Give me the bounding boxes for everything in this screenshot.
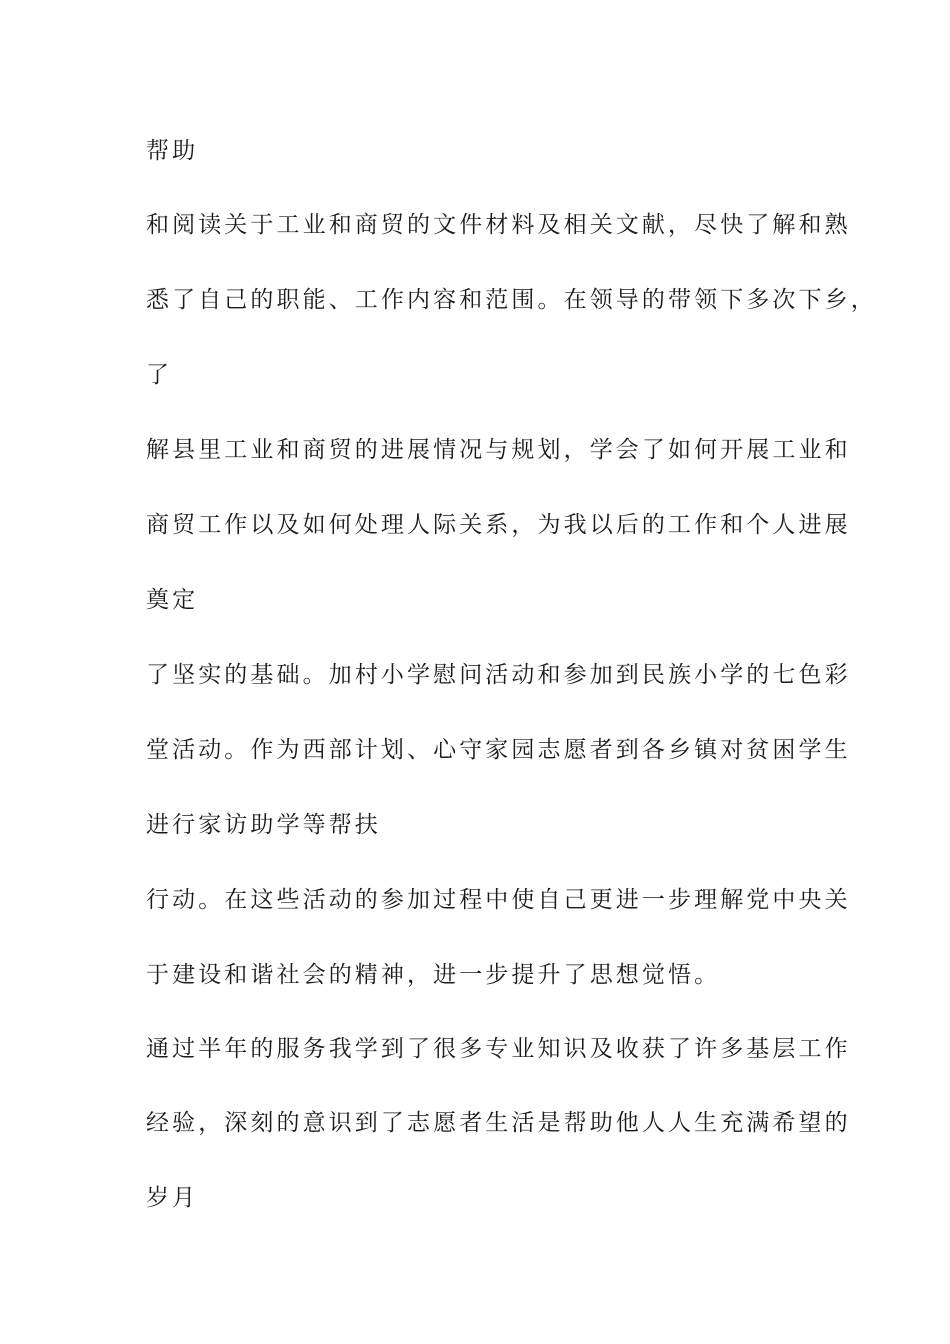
text-line: 经验，深刻的意识到了志愿者生活是帮助他人人生充满希望的	[146, 1110, 851, 1136]
text-line: 岁月	[146, 1185, 199, 1211]
text-line: 奠定	[146, 587, 199, 613]
text-line: 进行家访助学等帮扶	[146, 812, 381, 838]
text-line: 解县里工业和商贸的进展情况与规划，学会了如何开展工业和	[146, 437, 851, 463]
text-line: 行动。在这些活动的参加过程中使自己更进一步理解党中央关	[146, 887, 851, 913]
text-line: 了	[146, 362, 173, 388]
text-line: 和阅读关于工业和商贸的文件材料及相关文献，尽快了解和熟	[146, 212, 851, 238]
text-line: 悉了自己的职能、工作内容和范围。在领导的带领下多次下乡，	[146, 287, 877, 313]
text-line: 于建设和谐社会的精神，进一步提升了思想觉悟。	[146, 962, 721, 988]
text-line: 商贸工作以及如何处理人际关系，为我以后的工作和个人进展	[146, 512, 851, 538]
text-line: 了坚实的基础。加村小学慰问活动和参加到民族小学的七色彩	[146, 662, 851, 688]
text-line: 帮助	[146, 138, 199, 164]
text-line: 堂活动。作为西部计划、心守家园志愿者到各乡镇对贫困学生	[146, 737, 851, 763]
text-line: 通过半年的服务我学到了很多专业知识及收获了许多基层工作	[146, 1036, 851, 1062]
